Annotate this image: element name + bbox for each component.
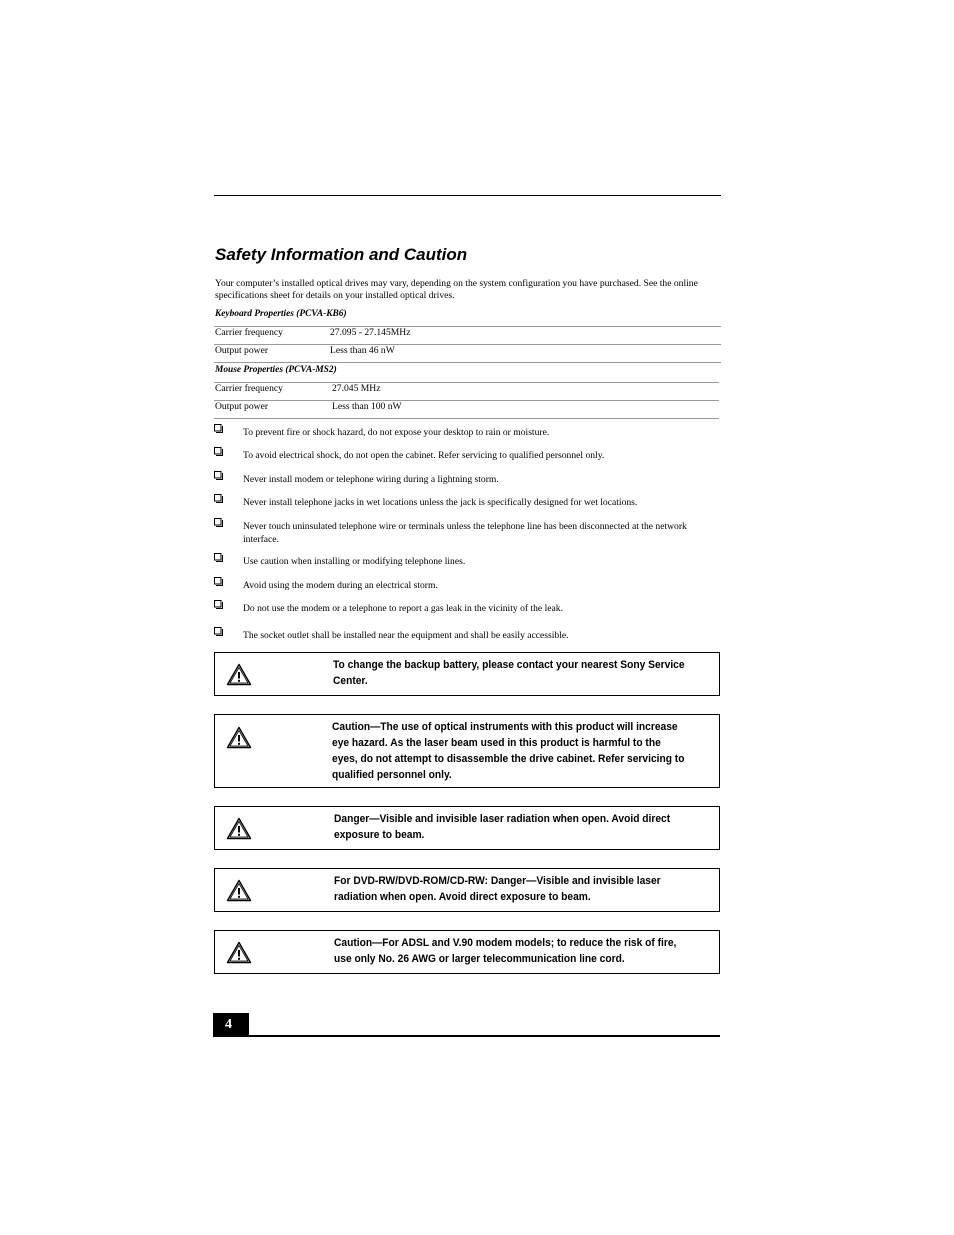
- keyboard-properties-table: [214, 326, 721, 363]
- warning-triangle-icon: [226, 879, 252, 902]
- spec-label: Carrier frequency: [215, 383, 283, 394]
- checkbox-bullet-icon: [214, 494, 223, 503]
- warning-triangle-icon: [226, 817, 252, 840]
- warning-triangle-icon: [226, 663, 252, 686]
- spec-label: Output power: [215, 401, 269, 412]
- page-title: Safety Information and Caution: [215, 245, 468, 264]
- checkbox-bullet-icon: [214, 577, 223, 586]
- checkbox-bullet-icon: [214, 518, 223, 527]
- table-row: [214, 400, 719, 419]
- checkbox-bullet-icon: [214, 553, 223, 562]
- caution-box: [214, 806, 720, 850]
- spec-label: Carrier frequency: [215, 327, 283, 338]
- checkbox-bullet-icon: [214, 447, 223, 456]
- warning-triangle-icon: [226, 941, 252, 964]
- intro-paragraph: Your computer’s installed optical drives may vary, depending on the system configuration you have purchased. See the online specifications sheet for details on your installed optical drives.: [215, 278, 698, 301]
- caution-box: [214, 714, 720, 788]
- spec-value: Less than 100 nW: [332, 401, 402, 412]
- spec-value: 27.045 MHz: [332, 383, 381, 394]
- table-row: [214, 326, 721, 344]
- caution-box: [214, 652, 720, 696]
- caution-box: [214, 930, 720, 974]
- spec-value: 27.095 - 27.145MHz: [330, 327, 411, 338]
- caution-text: Caution—For ADSL and V.90 modem models; to reduce the risk of fire, use only No. 26 AWG or larger telecommunication line cord.: [334, 937, 677, 965]
- caution-text: To change the backup battery, please contact your nearest Sony Service Center.: [333, 659, 685, 687]
- spec-label: Output power: [215, 345, 269, 356]
- caution-text: Danger—Visible and invisible laser radiation when open. Avoid direct exposure to beam.: [334, 813, 671, 841]
- table-row: [214, 344, 721, 363]
- caution-text: For DVD-RW/DVD-ROM/CD-RW: Danger—Visible and invisible laser radiation when open. Avoid direct exposure to beam.: [334, 875, 661, 903]
- checkbox-bullet-icon: [214, 627, 223, 636]
- caution-text: Caution—The use of optical instruments with this product will increase eye hazard. As the laser beam used in this product is harmful to the eyes, do not attempt to disassemble the drive cabinet. Refer servicing to qualified personnel only.: [332, 721, 685, 781]
- mouse-properties-heading: Mouse Properties (PCVA-MS2): [215, 365, 337, 375]
- warning-triangle-icon: [226, 726, 252, 749]
- mouse-properties-table: [214, 382, 719, 419]
- keyboard-properties-heading: Keyboard Properties (PCVA-KB6): [215, 309, 347, 319]
- table-row: [214, 382, 719, 400]
- caution-box: [214, 868, 720, 912]
- checkbox-bullet-icon: [214, 424, 223, 433]
- bottom-rule: [213, 1035, 720, 1037]
- top-rule: [214, 195, 721, 196]
- page-number: 4: [213, 1013, 249, 1037]
- checkbox-bullet-icon: [214, 600, 223, 609]
- checkbox-bullet-icon: [214, 471, 223, 480]
- spec-value: Less than 46 nW: [330, 345, 395, 356]
